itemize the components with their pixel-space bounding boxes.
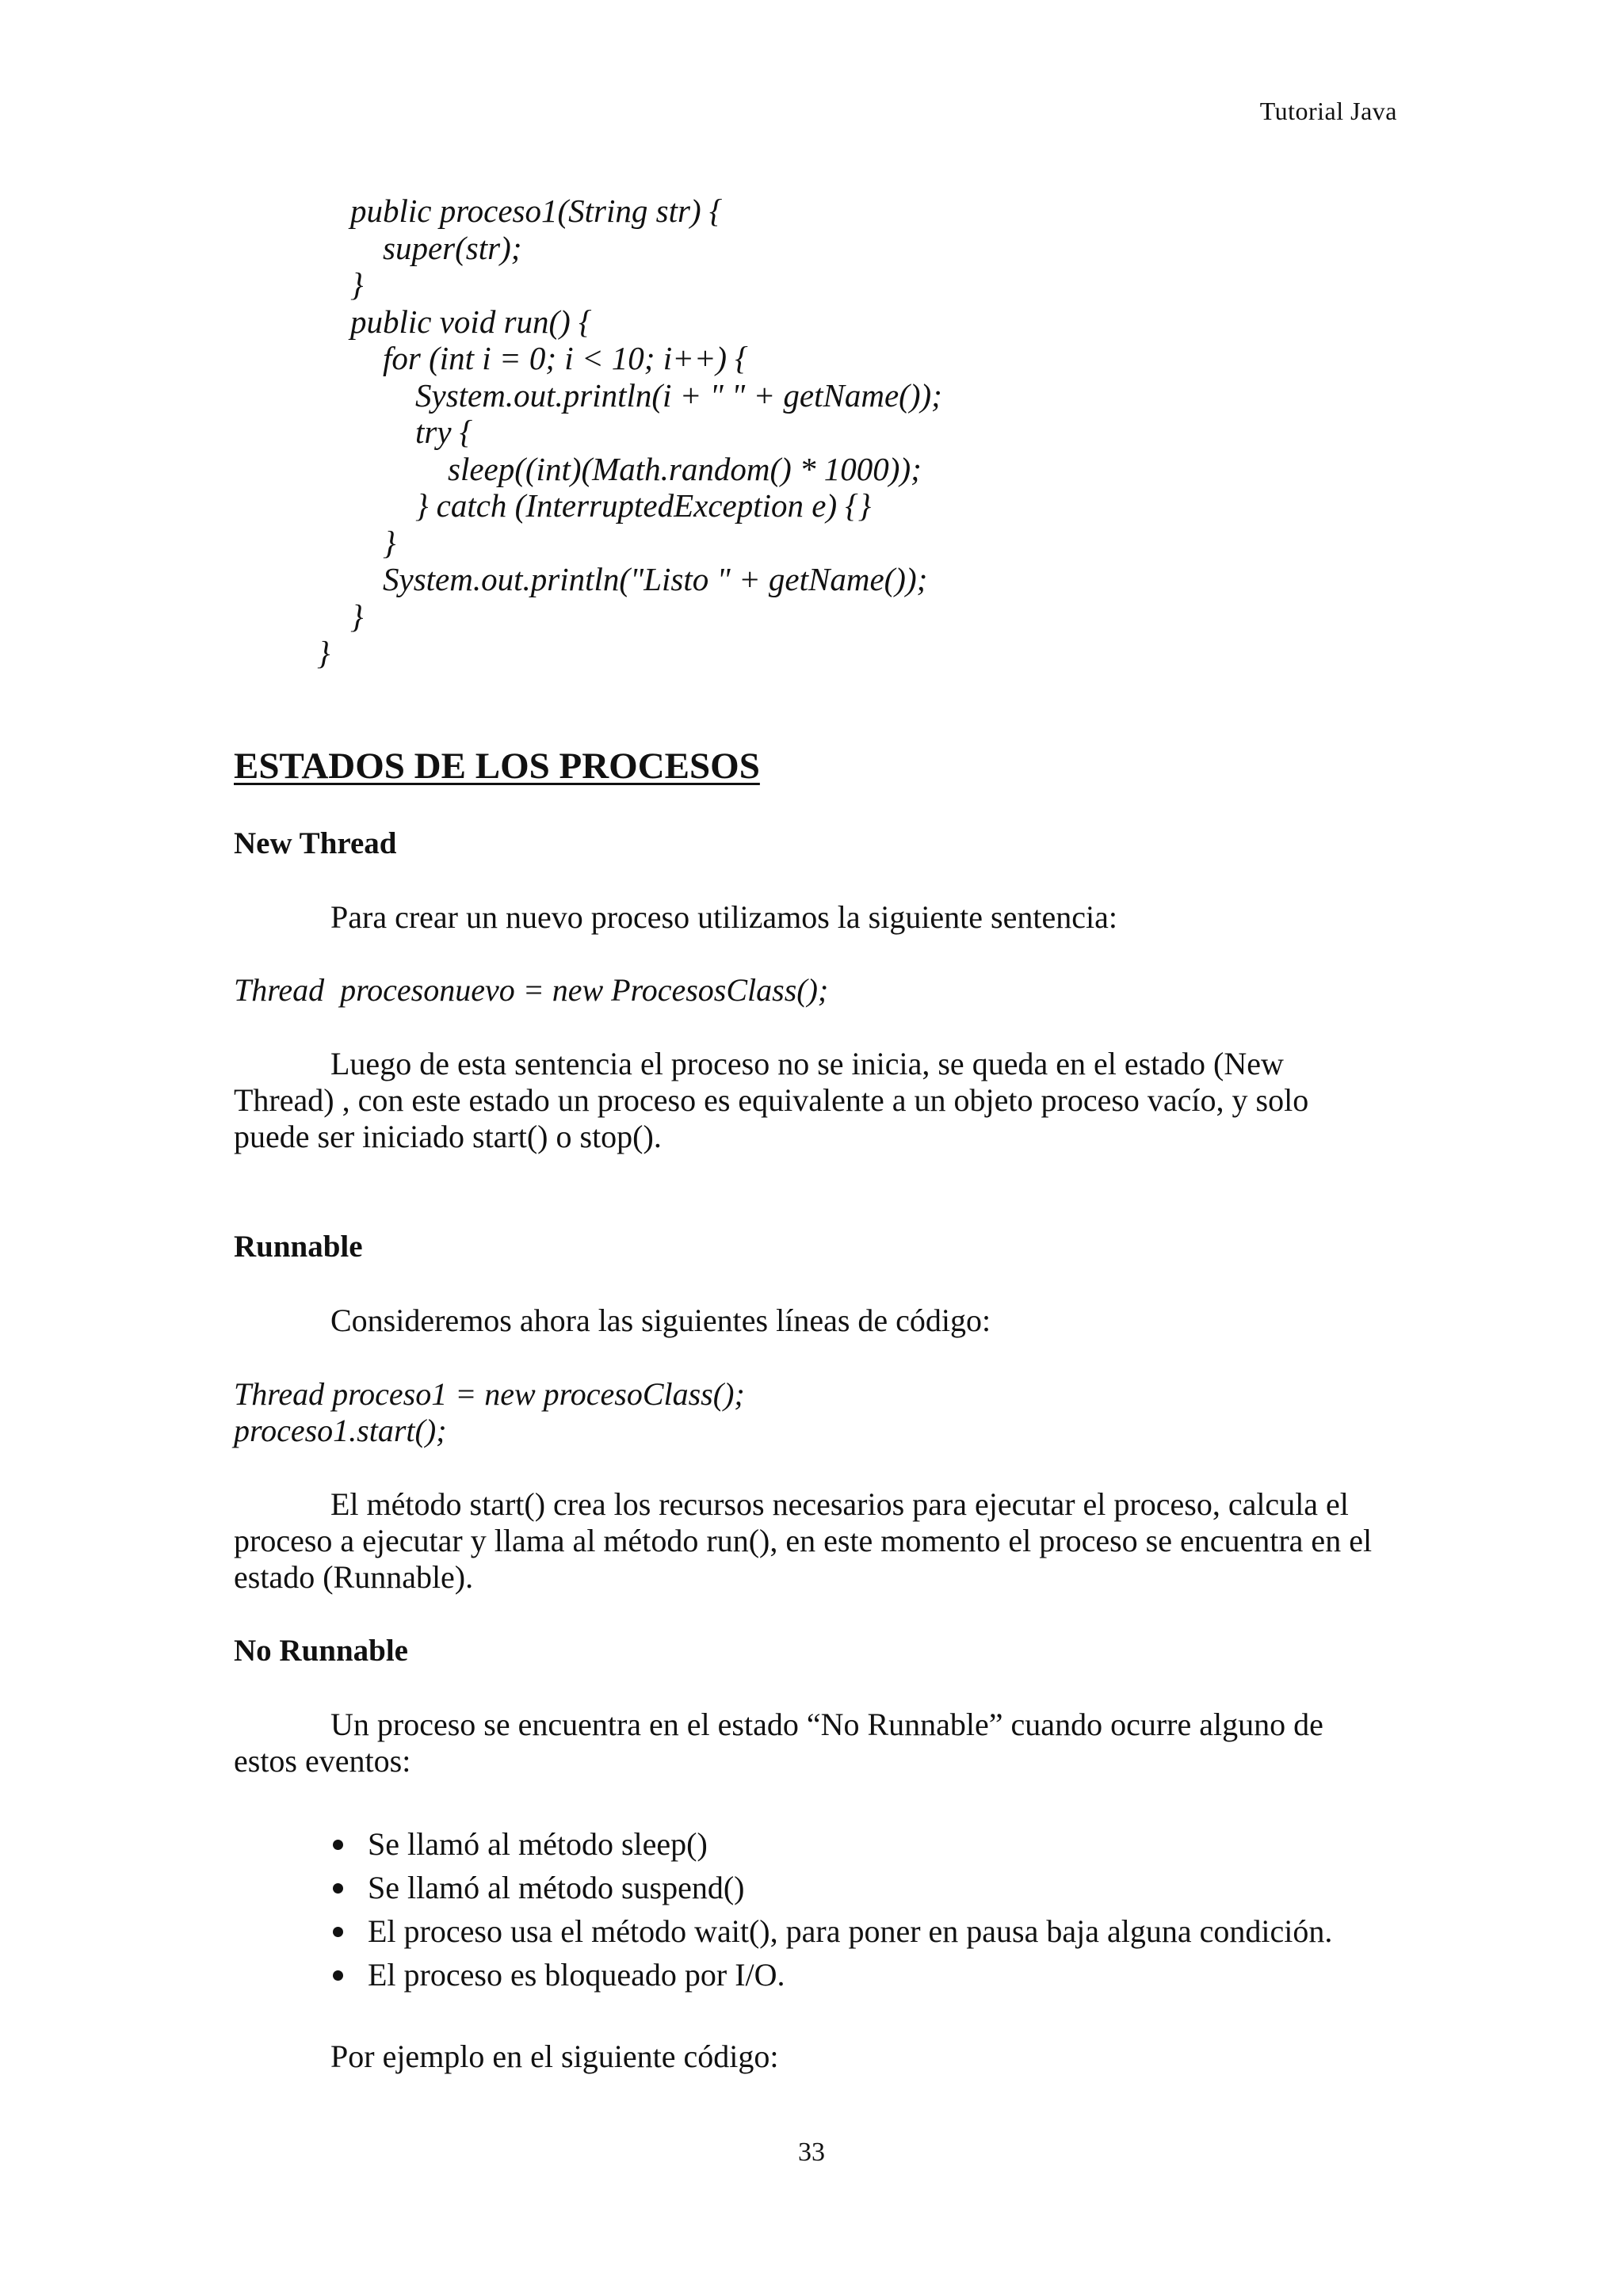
runnable-code-line-1: Thread proceso1 = new procesoClass(); bbox=[234, 1376, 745, 1412]
new-thread-paragraph-text: Luego de esta sentencia el proceso no se inicia, se queda en el estado (New Thread) , con este estado un proceso es equivalente a un objeto proceso vacío, y solo puede ser iniciado start() o stop(). bbox=[234, 1046, 1309, 1154]
code-line: System.out.println("Listo " + getName()); bbox=[350, 561, 928, 597]
list-item: El proceso usa el método wait(), para poner en pausa baja alguna condición. bbox=[331, 1909, 1332, 1953]
no-runnable-outro bbox=[234, 2039, 1391, 2075]
code-line: } bbox=[350, 524, 396, 561]
code-line: sleep((int)(Math.random() * 1000)); bbox=[350, 450, 922, 487]
code-line: } bbox=[350, 597, 364, 635]
runnable-code-line-2: proceso1.start(); bbox=[234, 1413, 447, 1448]
runnable-heading: Runnable bbox=[234, 1230, 363, 1264]
page-header-title: Tutorial Java bbox=[1259, 97, 1397, 125]
runnable-intro-text: Consideremos ahora las siguientes líneas de código: bbox=[330, 1302, 991, 1338]
code-line: for (int i = 0; i < 10; i++) { bbox=[350, 340, 748, 376]
code-line: public proceso1(String str) { bbox=[350, 193, 723, 229]
new-thread-paragraph bbox=[234, 1046, 1391, 1155]
code-line: } bbox=[350, 266, 364, 303]
section-title: ESTADOS DE LOS PROCESOS bbox=[234, 746, 760, 787]
no-runnable-intro bbox=[234, 1707, 1391, 1779]
no-runnable-heading: No Runnable bbox=[234, 1634, 408, 1668]
list-item: Se llamó al método suspend() bbox=[331, 1866, 1332, 1909]
page-number: 33 bbox=[798, 2138, 825, 2167]
code-line: super(str); bbox=[350, 229, 522, 266]
code-line: public void run() { bbox=[350, 303, 592, 340]
runnable-intro bbox=[234, 1302, 1391, 1339]
new-thread-intro bbox=[234, 899, 1391, 936]
runnable-paragraph bbox=[234, 1486, 1391, 1596]
no-runnable-outro-text: Por ejemplo en el siguiente código: bbox=[330, 2039, 779, 2074]
code-line: System.out.println(i + " " + getName()); bbox=[350, 376, 942, 414]
list-item: Se llamó al método sleep() bbox=[331, 1822, 1332, 1866]
no-runnable-event-list bbox=[331, 1822, 1332, 1997]
new-thread-heading: New Thread bbox=[234, 826, 397, 860]
list-item: El proceso es bloqueado por I/O. bbox=[331, 1953, 1332, 1997]
code-line: try { bbox=[350, 414, 473, 450]
no-runnable-intro-text: Un proceso se encuentra en el estado “No Runnable” cuando ocurre alguno de estos eventos: bbox=[234, 1707, 1323, 1779]
new-thread-code: Thread procesonuevo = new ProcesosClass(); bbox=[234, 972, 829, 1008]
code-line: } bbox=[317, 635, 330, 671]
code-line: } catch (InterruptedException e) {} bbox=[350, 487, 872, 524]
new-thread-intro-text: Para crear un nuevo proceso utilizamos la siguiente sentencia: bbox=[330, 899, 1117, 935]
code-block bbox=[238, 193, 1347, 672]
runnable-paragraph-text: El método start() crea los recursos necesarios para ejecutar el proceso, calcula el proceso a ejecutar y llama al método run(), en este momento el proceso se encuentra en el estado (Runnable). bbox=[234, 1486, 1373, 1595]
